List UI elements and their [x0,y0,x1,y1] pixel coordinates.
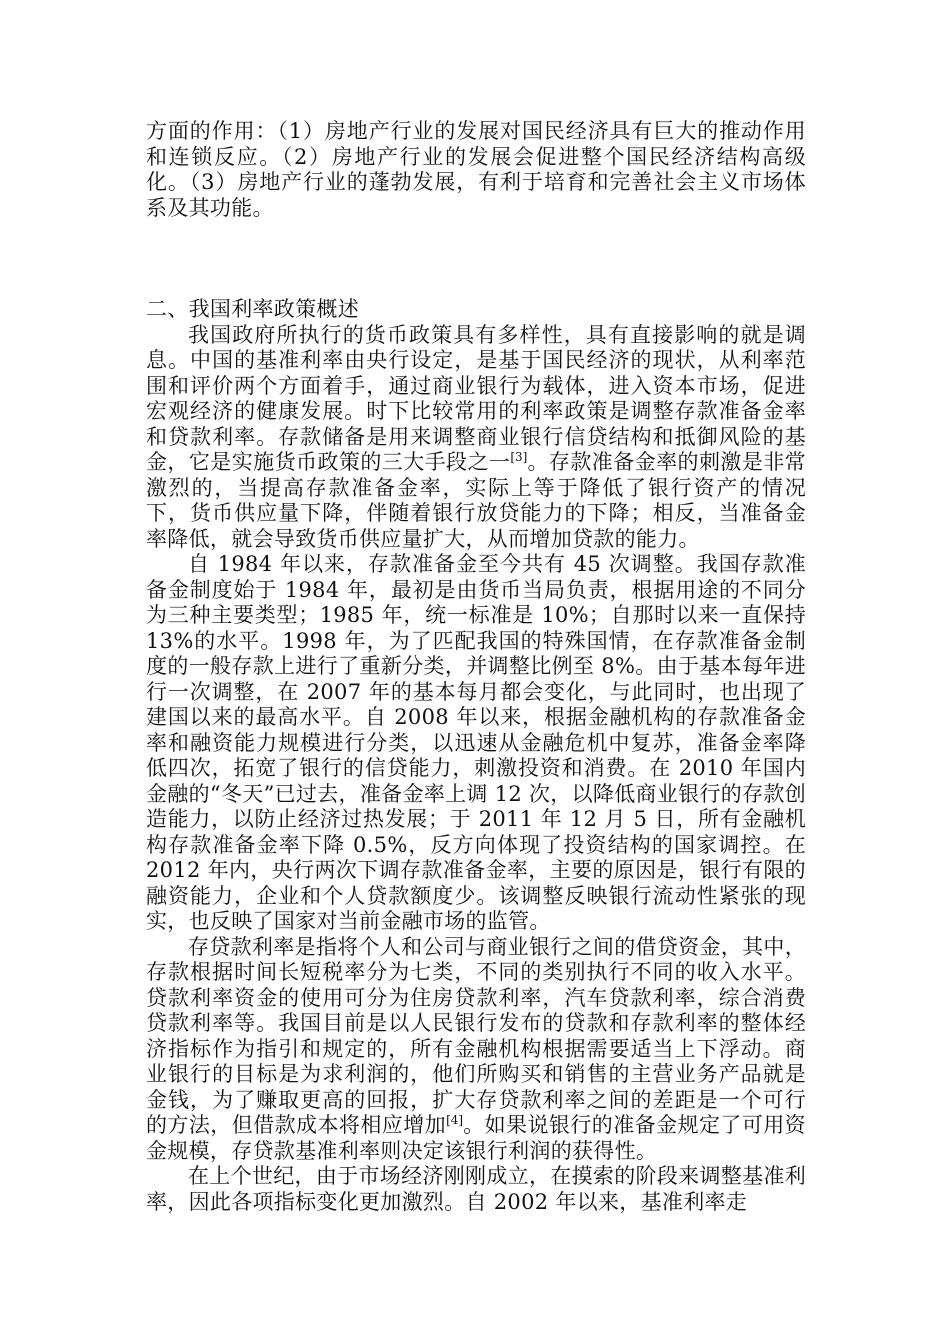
paragraph-text: 我国政府所执行的货币政策具有多样性，具有直接影响的就是调息。中国的基准利率由央行设定，是基于国民经济的现状，从利率范围和评价两个方面着手，通过商业银行为载体，进入资本市场，促进宏观经济的健康发展。时下比较常用的利率政策是调整存款准备金率和贷款利率。存款储备是用来调整商业银行信贷结构和抵御风险的基金，它是实施货币政策的三大手段之一 [146,322,806,474]
paragraph-benchmark-rate-trend: 在上个世纪，由于市场经济刚刚成立，在摸索的阶段来调整基准利率，因此各项指标变化更加激烈。自 2002 年以来，基准利率走 [146,1164,806,1214]
section-heading: 二、我国利率政策概述 [146,297,359,321]
paragraph-deposit-loan-rates [146,935,806,1165]
paragraph-house-industry-role: 方面的作用：（1）房地产行业的发展对国民经济具有巨大的推动作用和连锁反应。（2）房地产行业的发展会促进整个国民经济结构高级化。（3）房地产行业的蓬勃发展，有利于培育和完善社会主义市场体系及其功能。 [146,119,806,220]
paragraph-interest-policy-overview [146,323,806,553]
section-spacer [146,221,806,297]
paragraph-text: 。如果说银行的准备金规定了可用资金规模，存贷款基准利率则决定该银行利润的获得性。 [146,1113,806,1163]
paragraph-text: 存贷款利率是指将个人和公司与商业银行之间的借贷资金，其中，存款根据时间长短税率分为七类，不同的类别执行不同的收入水平。贷款利率资金的使用可分为住房贷款利率，汽车贷款利率，综合消费贷款利率等。我国目前是以人民银行发布的贷款和存款利率的整体经济指标作为指引和规定的，所有金融机构根据需要适当上下浮动。商业银行的目标是为求利润的，他们所购买和销售的主营业务产品就是金钱，为了赚取更高的回报，扩大存贷款利率之间的差距是一个可行的方法，但借款成本将相应增加 [146,934,806,1137]
paragraph-text: 。存款准备金率的刺激是非常激烈的，当提高存款准备金率，实际上等于降低了银行资产的情况下，货币供应量下降，伴随着银行放贷能力的下降；相反，当准备金率降低，就会导致货币供应量扩大，从而增加贷款的能力。 [146,450,806,551]
document-body [146,119,806,1215]
citation-reference: [3] [510,450,528,464]
citation-reference: [4] [446,1113,464,1127]
paragraph-reserve-ratio-history: 自 1984 年以来，存款准备金至今共有 45 次调整。我国存款准备金制度始于 1984 年，最初是由货币当局负责，根据用途的不同分为三种主要类型；1985 年，统一标准是 10%；自那时以来一直保持13%的水平。1998 年，为了匹配我国的特殊国情，在存款准备金制度的一般存款上进行了重新分类，并调整比例至 8%。由于基本每年进行一次调整，在 2007 年的基本每月都会变化，与此同时，也出现了建国以来的最高水平。自 2008 年以来，根据金融机构的存款准备金率和融资能力规模进行分类，以迅速从金融危机中复苏，准备金率降低四次，拓宽了银行的信贷能力，刺激投资和消费。在 2010 年国内金融的“冬天”已过去，准备金率上调 12 次，以降低商业银行的存款创造能力，以防止经济过热发展；于 2011 年 12 月 5 日，所有金融机构存款准备金率下降 0.5%，反方向体现了投资结构的国家调控。在 2012 年内，央行两次下调存款准备金率，主要的原因是，银行有限的融资能力，企业和个人贷款额度少。该调整反映银行流动性紧张的现实，也反映了国家对当前金融市场的监管。 [146,552,806,933]
